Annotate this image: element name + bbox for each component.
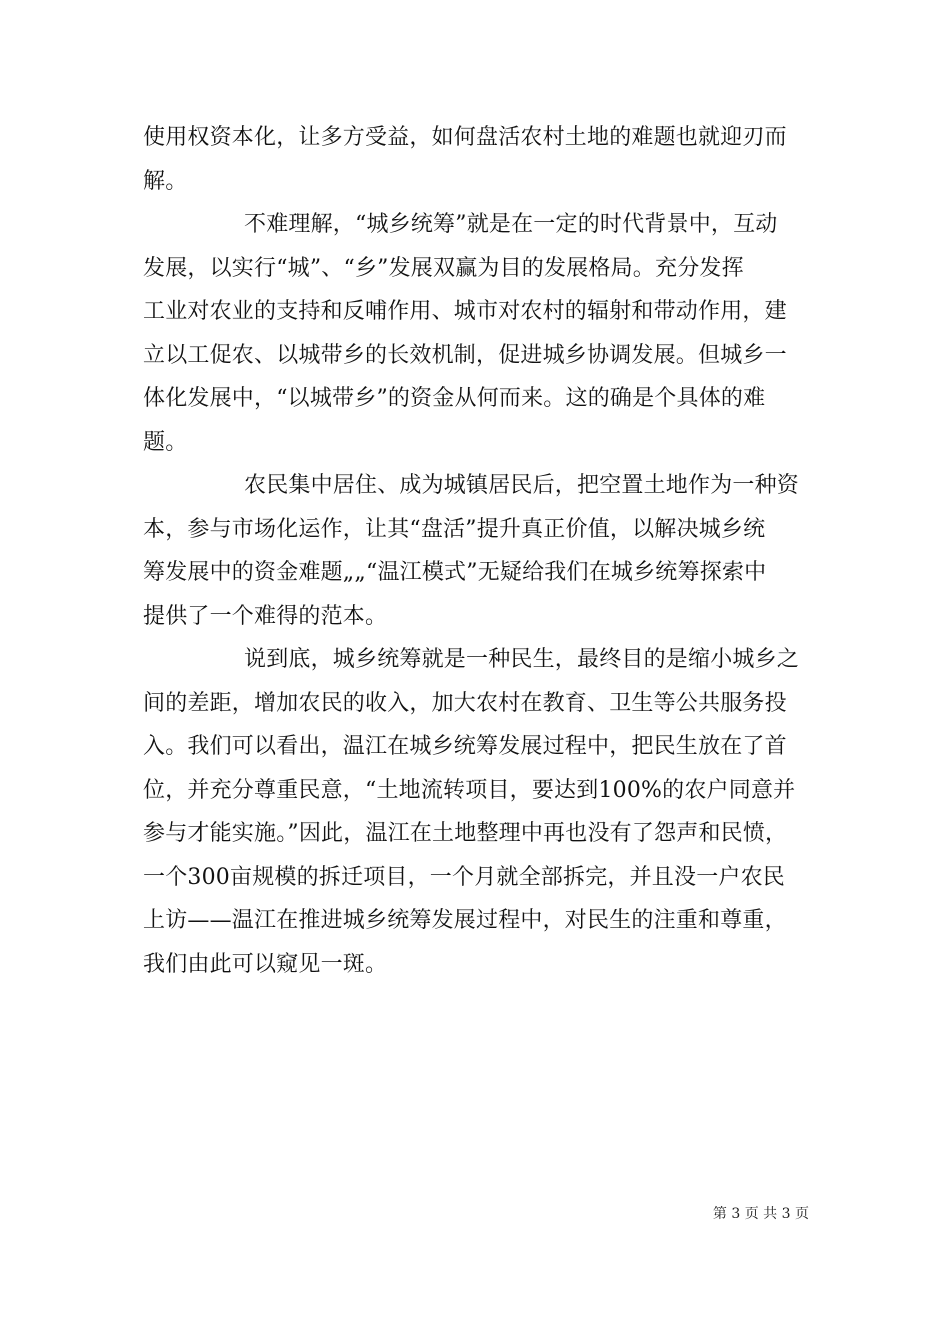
text-line: 不难理解，“城乡统筹”就是在一定的时代背景中，互动 — [244, 212, 778, 237]
text-line: 本，参与市场化运作，让其“盘活”提升真正价值，以解决城乡统 — [143, 516, 766, 542]
text-line: 工业对农业的支持和反哺作用、城市对农村的辐射和带动作用，建 — [143, 299, 787, 324]
text-line: 位，并充分尊重民意，“土地流转项目，要达到100%的农户同意并 — [143, 777, 796, 803]
text-line: 立以工促农、以城带乡的长效机制，促进城乡协调发展。但城乡一 — [143, 342, 787, 368]
text-line: 体化发展中，“以城带乡”的资金从何而来。这的确是个具体的难 — [143, 386, 766, 411]
text-line: 我们由此可以窥见一斑。 — [143, 951, 388, 977]
text-line: 提供了一个难得的范本。 — [143, 603, 388, 629]
paragraph-1 — [143, 116, 809, 203]
text-line: 农民集中居住、成为城镇居民后，把空置土地作为一种资 — [244, 473, 800, 498]
text-line: 上访——温江在推进城乡统筹发展过程中，对民生的注重和尊重， — [143, 908, 787, 933]
paragraph-3 — [143, 464, 809, 638]
text-line: 一个300亩规模的拆迁项目，一个月就全部拆完，并且没一户农民 — [143, 864, 785, 890]
text-line: 参与才能实施。”因此，温江在土地整理中再也没有了怨声和民愤， — [143, 821, 788, 846]
text-line: 题。 — [143, 429, 188, 455]
page-number: 第 3 页 共 3 页 — [712, 1206, 809, 1222]
text-line: 筹发展中的资金难题„„“温江模式”无疑给我们在城乡统筹探索中 — [143, 560, 767, 585]
text-line: 入。我们可以看出，温江在城乡统筹发展过程中，把民生放在了首 — [143, 734, 787, 759]
text-line: 发展，以实行“城”、“乡”发展双赢为目的发展格局。充分发挥 — [143, 255, 744, 281]
text-line: 说到底，城乡统筹就是一种民生，最终目的是缩小城乡之 — [244, 647, 800, 672]
document-body — [143, 116, 809, 986]
text-line: 使用权资本化，让多方受益，如何盘活农村土地的难题也就迎刃而 — [143, 125, 787, 150]
text-line: 解。 — [143, 168, 188, 194]
paragraph-4 — [143, 638, 809, 986]
text-line: 间的差距，增加农民的收入，加大农村在教育、卫生等公共服务投 — [143, 690, 787, 716]
paragraph-2 — [143, 203, 809, 464]
